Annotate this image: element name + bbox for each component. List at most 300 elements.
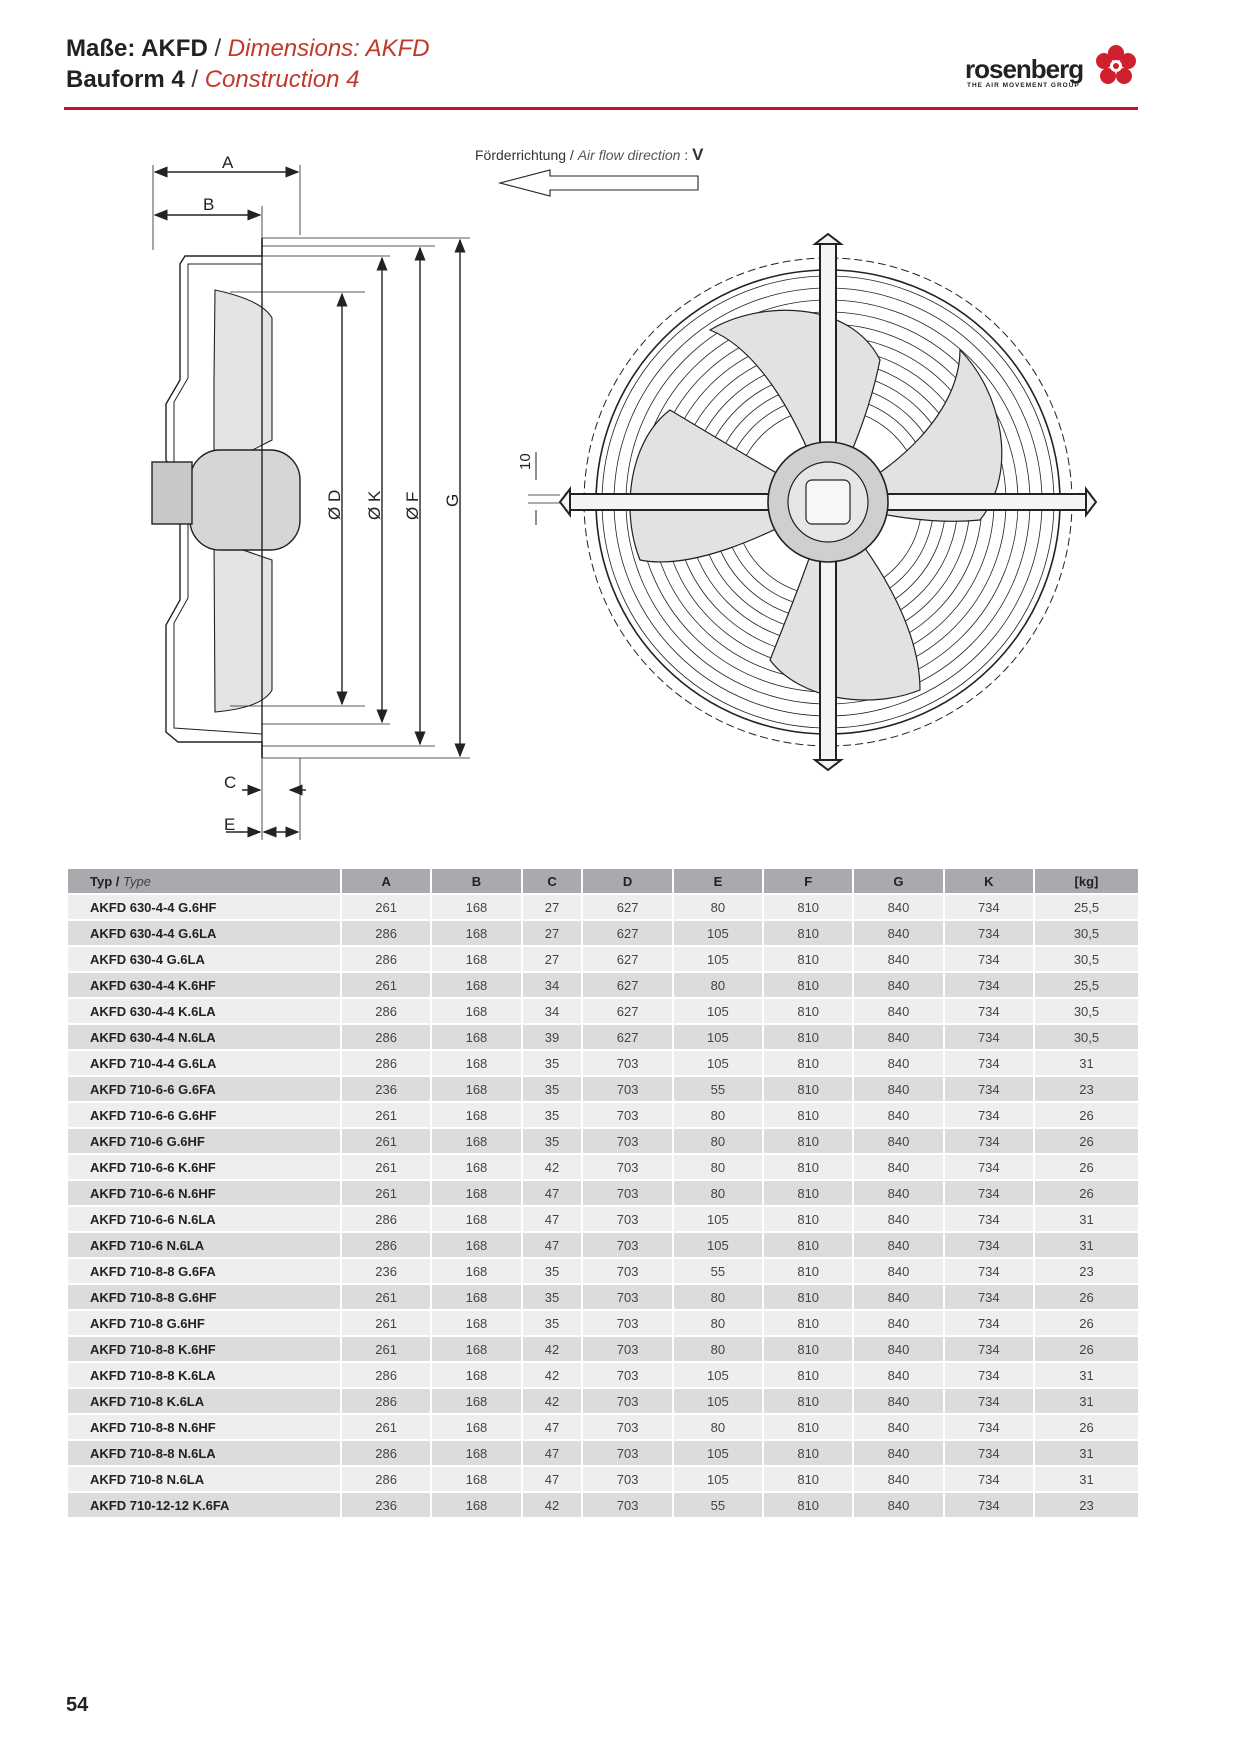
value-cell: 734 (945, 1467, 1033, 1491)
value-cell: 105 (674, 1207, 762, 1231)
value-cell: 168 (432, 947, 520, 971)
table-row (68, 1415, 1138, 1439)
table-row (68, 1363, 1138, 1387)
value-cell: 810 (764, 1415, 852, 1439)
type-cell: AKFD 710-6-6 N.6HF (68, 1181, 340, 1205)
type-cell: AKFD 710-8-8 N.6HF (68, 1415, 340, 1439)
value-cell: 168 (432, 1389, 520, 1413)
value-cell: 42 (523, 1389, 582, 1413)
value-cell: 734 (945, 1181, 1033, 1205)
value-cell: 168 (432, 1155, 520, 1179)
table-row (68, 1467, 1138, 1491)
value-cell: 734 (945, 1207, 1033, 1231)
dim-label-d: Ø D (325, 489, 344, 520)
title-en: Dimensions: AKFD (227, 35, 430, 62)
value-cell: 840 (854, 1207, 942, 1231)
value-cell: 840 (854, 999, 942, 1023)
type-cell: AKFD 630-4 G.6LA (68, 947, 340, 971)
value-cell: 703 (583, 1259, 671, 1283)
value-cell: 26 (1035, 1103, 1138, 1127)
value-cell: 168 (432, 1051, 520, 1075)
value-cell: 734 (945, 1077, 1033, 1101)
value-cell: 810 (764, 1025, 852, 1049)
value-cell: 734 (945, 1337, 1033, 1361)
value-cell: 286 (342, 1025, 430, 1049)
value-cell: 30,5 (1035, 947, 1138, 971)
value-cell: 80 (674, 1285, 762, 1309)
value-cell: 26 (1035, 1337, 1138, 1361)
value-cell: 703 (583, 1415, 671, 1439)
value-cell: 168 (432, 1311, 520, 1335)
value-cell: 840 (854, 1311, 942, 1335)
value-cell: 286 (342, 999, 430, 1023)
type-cell: AKFD 710-8 K.6LA (68, 1389, 340, 1413)
value-cell: 734 (945, 1441, 1033, 1465)
dim-label-b: B (203, 195, 215, 214)
dim-label-a: A (222, 153, 234, 172)
type-cell: AKFD 710-8-8 N.6LA (68, 1441, 340, 1465)
col-header: F (764, 869, 852, 893)
value-cell: 261 (342, 1311, 430, 1335)
type-cell: AKFD 710-12-12 K.6FA (68, 1493, 340, 1517)
value-cell: 810 (764, 973, 852, 997)
value-cell: 810 (764, 1207, 852, 1231)
type-cell: AKFD 710-6-6 G.6HF (68, 1103, 340, 1127)
value-cell: 39 (523, 1025, 582, 1049)
side-motor (190, 450, 300, 550)
value-cell: 703 (583, 1181, 671, 1205)
value-cell: 840 (854, 1025, 942, 1049)
table-row (68, 947, 1138, 971)
value-cell: 261 (342, 1103, 430, 1127)
value-cell: 734 (945, 1415, 1033, 1439)
value-cell: 286 (342, 921, 430, 945)
subtitle-de: Bauform 4 (66, 66, 185, 93)
value-cell: 105 (674, 921, 762, 945)
type-cell: AKFD 630-4-4 N.6LA (68, 1025, 340, 1049)
title-line-1 (66, 33, 430, 64)
value-cell: 810 (764, 999, 852, 1023)
value-cell: 840 (854, 1051, 942, 1075)
value-cell: 42 (523, 1155, 582, 1179)
table-row (68, 1181, 1138, 1205)
value-cell: 734 (945, 1311, 1033, 1335)
dim-label-e: E (224, 815, 236, 834)
dim-label-10: 10 (517, 453, 534, 470)
rosenberg-logo (965, 42, 1140, 92)
value-cell: 810 (764, 1077, 852, 1101)
value-cell: 810 (764, 1155, 852, 1179)
value-cell: 236 (342, 1493, 430, 1517)
value-cell: 286 (342, 947, 430, 971)
value-cell: 627 (583, 921, 671, 945)
value-cell: 810 (764, 1441, 852, 1465)
type-header-en: Type (123, 873, 151, 889)
page-number: 54 (66, 1694, 89, 1716)
value-cell: 703 (583, 1441, 671, 1465)
value-cell: 42 (523, 1337, 582, 1361)
value-cell: 840 (854, 947, 942, 971)
value-cell: 734 (945, 1259, 1033, 1283)
table-header-row (68, 869, 1138, 893)
type-cell: AKFD 710-4-4 G.6LA (68, 1051, 340, 1075)
value-cell: 703 (583, 1337, 671, 1361)
flower-logo-icon (1093, 42, 1139, 92)
value-cell: 840 (854, 1389, 942, 1413)
airflow-symbol: V (692, 145, 704, 164)
value-cell: 35 (523, 1103, 582, 1127)
value-cell: 26 (1035, 1311, 1138, 1335)
value-cell: 35 (523, 1259, 582, 1283)
value-cell: 168 (432, 1363, 520, 1387)
value-cell: 734 (945, 1363, 1033, 1387)
value-cell: 840 (854, 1337, 942, 1361)
logo-tagline: THE AIR MOVEMENT GROUP (967, 82, 1080, 89)
table-row (68, 1259, 1138, 1283)
table-row (68, 999, 1138, 1023)
value-cell: 703 (583, 1129, 671, 1153)
value-cell: 34 (523, 999, 582, 1023)
value-cell: 35 (523, 1051, 582, 1075)
value-cell: 810 (764, 1337, 852, 1361)
col-header-type: Typ / Type (68, 869, 340, 893)
value-cell: 810 (764, 1363, 852, 1387)
table-row (68, 1077, 1138, 1101)
value-cell: 105 (674, 1467, 762, 1491)
value-cell: 286 (342, 1207, 430, 1231)
value-cell: 105 (674, 1363, 762, 1387)
value-cell: 80 (674, 1103, 762, 1127)
table-row (68, 1311, 1138, 1335)
value-cell: 810 (764, 1181, 852, 1205)
value-cell: 703 (583, 1233, 671, 1257)
value-cell: 168 (432, 1025, 520, 1049)
value-cell: 47 (523, 1181, 582, 1205)
value-cell: 168 (432, 1207, 520, 1231)
value-cell: 168 (432, 1181, 520, 1205)
value-cell: 105 (674, 947, 762, 971)
value-cell: 627 (583, 1025, 671, 1049)
value-cell: 55 (674, 1077, 762, 1101)
airflow-arrow-icon (500, 170, 698, 196)
value-cell: 286 (342, 1233, 430, 1257)
value-cell: 105 (674, 1233, 762, 1257)
value-cell: 31 (1035, 1467, 1138, 1491)
table-row (68, 1025, 1138, 1049)
value-cell: 703 (583, 1103, 671, 1127)
table-row (68, 1103, 1138, 1127)
value-cell: 26 (1035, 1155, 1138, 1179)
value-cell: 703 (583, 1363, 671, 1387)
value-cell: 810 (764, 1389, 852, 1413)
value-cell: 261 (342, 1129, 430, 1153)
dim-label-g: G (443, 493, 462, 507)
value-cell: 168 (432, 1233, 520, 1257)
value-cell: 47 (523, 1233, 582, 1257)
value-cell: 810 (764, 1103, 852, 1127)
value-cell: 47 (523, 1207, 582, 1231)
value-cell: 168 (432, 1103, 520, 1127)
value-cell: 840 (854, 1103, 942, 1127)
value-cell: 734 (945, 1025, 1033, 1049)
value-cell: 286 (342, 1051, 430, 1075)
value-cell: 627 (583, 973, 671, 997)
value-cell: 168 (432, 1337, 520, 1361)
value-cell: 35 (523, 1311, 582, 1335)
value-cell: 42 (523, 1363, 582, 1387)
value-cell: 31 (1035, 1441, 1138, 1465)
col-header: E (674, 869, 762, 893)
value-cell: 734 (945, 1051, 1033, 1075)
type-cell: AKFD 630-4-4 K.6HF (68, 973, 340, 997)
type-cell: AKFD 710-6 N.6LA (68, 1233, 340, 1257)
value-cell: 35 (523, 1129, 582, 1153)
value-cell: 627 (583, 947, 671, 971)
dim-label-c: C (224, 773, 237, 792)
value-cell: 810 (764, 1311, 852, 1335)
value-cell: 30,5 (1035, 1025, 1138, 1049)
title-line-2 (66, 64, 430, 95)
value-cell: 26 (1035, 1181, 1138, 1205)
value-cell: 810 (764, 1129, 852, 1153)
col-header: K (945, 869, 1033, 893)
dimensions-table (66, 867, 1140, 1519)
table-row (68, 1051, 1138, 1075)
value-cell: 168 (432, 1415, 520, 1439)
value-cell: 810 (764, 895, 852, 919)
value-cell: 34 (523, 973, 582, 997)
table-row (68, 1285, 1138, 1309)
dimension-drawing (140, 150, 1100, 850)
value-cell: 734 (945, 1233, 1033, 1257)
value-cell: 47 (523, 1415, 582, 1439)
value-cell: 31 (1035, 1363, 1138, 1387)
type-cell: AKFD 710-8-8 G.6FA (68, 1259, 340, 1283)
value-cell: 261 (342, 895, 430, 919)
value-cell: 80 (674, 1129, 762, 1153)
type-cell: AKFD 710-6 G.6HF (68, 1129, 340, 1153)
value-cell: 168 (432, 1493, 520, 1517)
value-cell: 23 (1035, 1493, 1138, 1517)
value-cell: 55 (674, 1259, 762, 1283)
value-cell: 840 (854, 1181, 942, 1205)
value-cell: 105 (674, 1441, 762, 1465)
value-cell: 42 (523, 1493, 582, 1517)
value-cell: 31 (1035, 1233, 1138, 1257)
value-cell: 105 (674, 999, 762, 1023)
value-cell: 703 (583, 1285, 671, 1309)
type-cell: AKFD 710-8-8 G.6HF (68, 1285, 340, 1309)
value-cell: 80 (674, 1337, 762, 1361)
value-cell: 31 (1035, 1207, 1138, 1231)
side-terminal-box (152, 462, 192, 524)
value-cell: 734 (945, 947, 1033, 971)
value-cell: 734 (945, 1103, 1033, 1127)
value-cell: 734 (945, 973, 1033, 997)
col-header: A (342, 869, 430, 893)
type-cell: AKFD 710-8 N.6LA (68, 1467, 340, 1491)
value-cell: 810 (764, 1259, 852, 1283)
col-header: G (854, 869, 942, 893)
side-blade-lower (214, 540, 272, 712)
value-cell: 261 (342, 1415, 430, 1439)
value-cell: 734 (945, 999, 1033, 1023)
value-cell: 168 (432, 895, 520, 919)
value-cell: 703 (583, 1051, 671, 1075)
value-cell: 840 (854, 973, 942, 997)
value-cell: 168 (432, 1259, 520, 1283)
table-row (68, 1441, 1138, 1465)
airflow-label: Förderrichtung / Air flow direction : V (475, 145, 704, 164)
value-cell: 236 (342, 1077, 430, 1101)
subtitle-en: Construction 4 (204, 66, 360, 93)
value-cell: 80 (674, 1181, 762, 1205)
table-row (68, 921, 1138, 945)
value-cell: 703 (583, 1467, 671, 1491)
table-row (68, 895, 1138, 919)
header-rule (64, 107, 1138, 110)
value-cell: 80 (674, 973, 762, 997)
value-cell: 703 (583, 1155, 671, 1179)
table-row (68, 1337, 1138, 1361)
value-cell: 734 (945, 1155, 1033, 1179)
title-de: Maße: AKFD (66, 35, 208, 62)
value-cell: 734 (945, 921, 1033, 945)
value-cell: 27 (523, 921, 582, 945)
value-cell: 80 (674, 1155, 762, 1179)
value-cell: 168 (432, 1285, 520, 1309)
type-cell: AKFD 630-4-4 K.6LA (68, 999, 340, 1023)
value-cell: 703 (583, 1311, 671, 1335)
value-cell: 810 (764, 921, 852, 945)
airflow-de: Förderrichtung (475, 147, 567, 163)
col-header: C (523, 869, 582, 893)
type-header-de: Typ (90, 873, 113, 889)
value-cell: 627 (583, 895, 671, 919)
value-cell: 840 (854, 1363, 942, 1387)
value-cell: 30,5 (1035, 921, 1138, 945)
value-cell: 286 (342, 1363, 430, 1387)
value-cell: 168 (432, 1077, 520, 1101)
value-cell: 27 (523, 895, 582, 919)
value-cell: 286 (342, 1389, 430, 1413)
value-cell: 31 (1035, 1051, 1138, 1075)
table-row (68, 1129, 1138, 1153)
value-cell: 840 (854, 1285, 942, 1309)
value-cell: 168 (432, 973, 520, 997)
value-cell: 840 (854, 1233, 942, 1257)
logo-wordmark: rosenberg (965, 54, 1084, 84)
value-cell: 840 (854, 1467, 942, 1491)
value-cell: 261 (342, 1337, 430, 1361)
value-cell: 30,5 (1035, 999, 1138, 1023)
value-cell: 810 (764, 1051, 852, 1075)
value-cell: 26 (1035, 1285, 1138, 1309)
value-cell: 47 (523, 1441, 582, 1465)
value-cell: 35 (523, 1077, 582, 1101)
value-cell: 168 (432, 999, 520, 1023)
value-cell: 840 (854, 1077, 942, 1101)
table-row (68, 1493, 1138, 1517)
type-cell: AKFD 630-4-4 G.6HF (68, 895, 340, 919)
value-cell: 840 (854, 1129, 942, 1153)
value-cell: 840 (854, 921, 942, 945)
value-cell: 23 (1035, 1077, 1138, 1101)
value-cell: 286 (342, 1467, 430, 1491)
subtitle-separator: / (184, 66, 205, 93)
value-cell: 261 (342, 1181, 430, 1205)
value-cell: 55 (674, 1493, 762, 1517)
value-cell: 261 (342, 1155, 430, 1179)
title-separator: / (207, 35, 228, 62)
value-cell: 168 (432, 1467, 520, 1491)
value-cell: 105 (674, 1025, 762, 1049)
value-cell: 840 (854, 895, 942, 919)
value-cell: 627 (583, 999, 671, 1023)
value-cell: 236 (342, 1259, 430, 1283)
front-view-fan (528, 234, 1096, 770)
value-cell: 840 (854, 1493, 942, 1517)
page-title (66, 33, 430, 95)
value-cell: 25,5 (1035, 895, 1138, 919)
table-row (68, 1155, 1138, 1179)
value-cell: 26 (1035, 1415, 1138, 1439)
type-cell: AKFD 710-8-8 K.6LA (68, 1363, 340, 1387)
value-cell: 168 (432, 921, 520, 945)
type-cell: AKFD 710-8-8 K.6HF (68, 1337, 340, 1361)
table-row (68, 1389, 1138, 1413)
value-cell: 734 (945, 1493, 1033, 1517)
value-cell: 168 (432, 1129, 520, 1153)
value-cell: 840 (854, 1155, 942, 1179)
value-cell: 734 (945, 1389, 1033, 1413)
value-cell: 703 (583, 1207, 671, 1231)
value-cell: 261 (342, 973, 430, 997)
side-blade-upper (214, 290, 272, 470)
type-cell: AKFD 710-6-6 G.6FA (68, 1077, 340, 1101)
value-cell: 810 (764, 1233, 852, 1257)
type-cell: AKFD 710-8 G.6HF (68, 1311, 340, 1335)
value-cell: 810 (764, 947, 852, 971)
value-cell: 168 (432, 1441, 520, 1465)
value-cell: 734 (945, 1285, 1033, 1309)
table-row (68, 973, 1138, 997)
value-cell: 703 (583, 1493, 671, 1517)
table-row (68, 1207, 1138, 1231)
value-cell: 26 (1035, 1129, 1138, 1153)
value-cell: 734 (945, 895, 1033, 919)
value-cell: 734 (945, 1129, 1033, 1153)
value-cell: 105 (674, 1389, 762, 1413)
table-row (68, 1233, 1138, 1257)
type-cell: AKFD 710-6-6 K.6HF (68, 1155, 340, 1179)
value-cell: 261 (342, 1285, 430, 1309)
value-cell: 47 (523, 1467, 582, 1491)
table-body (68, 895, 1138, 1517)
value-cell: 80 (674, 1311, 762, 1335)
col-header: [kg] (1035, 869, 1138, 893)
value-cell: 31 (1035, 1389, 1138, 1413)
dim-label-k: Ø K (365, 490, 384, 520)
value-cell: 840 (854, 1415, 942, 1439)
value-cell: 80 (674, 1415, 762, 1439)
value-cell: 703 (583, 1077, 671, 1101)
value-cell: 703 (583, 1389, 671, 1413)
airflow-en: Air flow direction (577, 147, 681, 163)
value-cell: 25,5 (1035, 973, 1138, 997)
value-cell: 810 (764, 1467, 852, 1491)
col-header: B (432, 869, 520, 893)
